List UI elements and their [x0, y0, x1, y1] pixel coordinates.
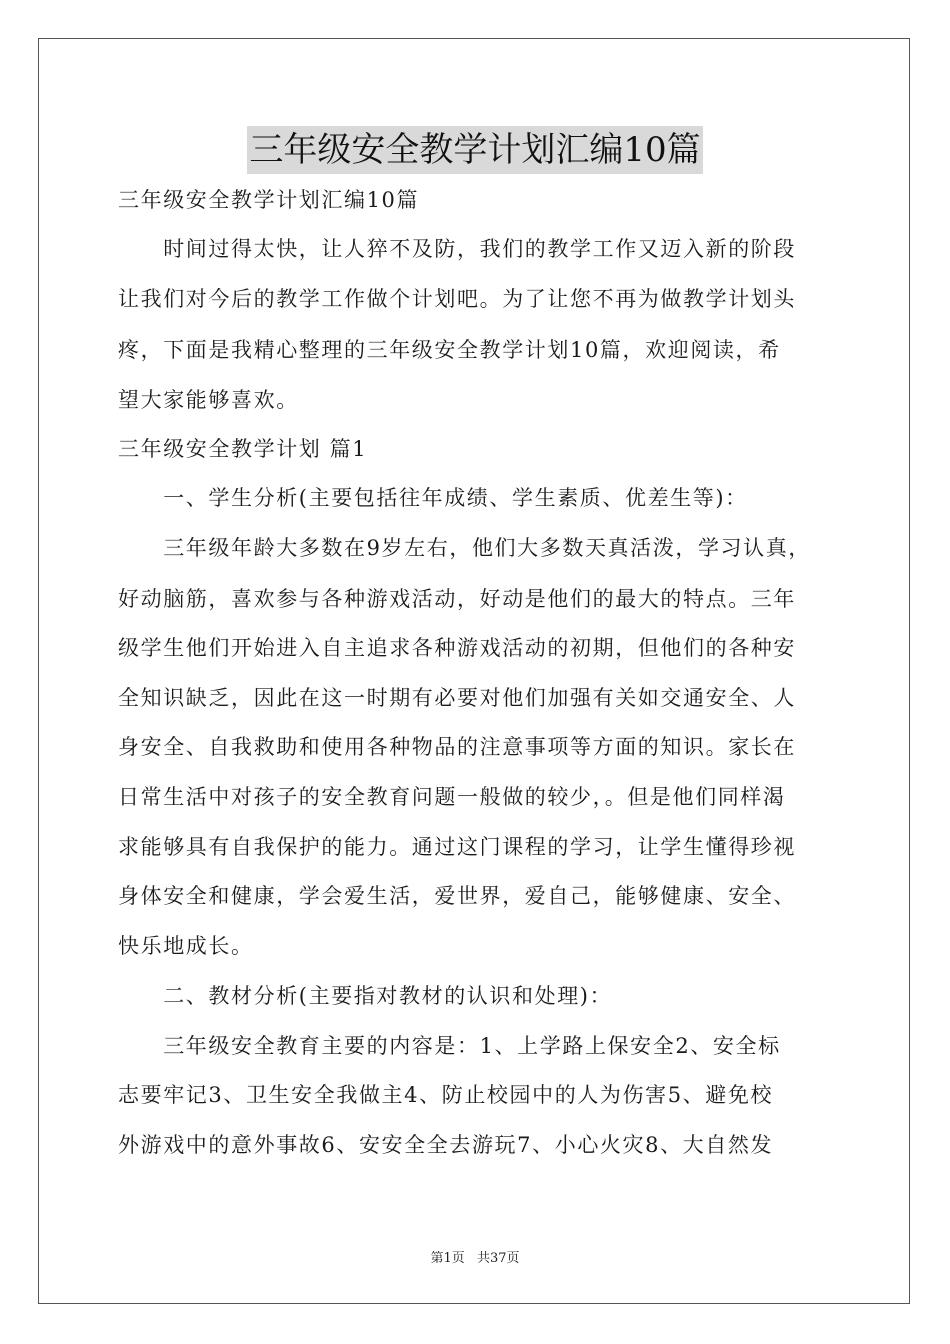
doc-line: 快乐地成长。 [118, 934, 254, 958]
doc-line: 身安全、自我救助和使用各种物品的注意事项等方面的知识。家长在 [118, 735, 796, 759]
doc-line: 三年级安全教育主要的内容是：1、上学路上保安全2、安全标 [118, 1034, 781, 1058]
doc-line: 三年级年龄大多数在9岁左右，他们大多数天真活泼，学习认真， [118, 536, 811, 560]
document-title: 三年级安全教学计划汇编10篇 [247, 126, 702, 174]
doc-line: 志要牢记3、卫生安全我做主4、防止校园中的人为伤害5、避免校 [118, 1083, 774, 1107]
doc-line: 疼，下面是我精心整理的三年级安全教学计划10篇，欢迎阅读，希 [118, 338, 781, 362]
doc-line: 全知识缺乏，因此在这一时期有必要对他们加强有关如交通安全、人 [118, 686, 796, 710]
doc-line: 三年级安全教学计划汇编10篇 [118, 188, 420, 212]
doc-line: 级学生他们开始进入自主追求各种游戏活动的初期，但他们的各种安 [118, 636, 796, 660]
doc-line: 时间过得太快，让人猝不及防，我们的教学工作又迈入新的阶段 [118, 237, 796, 261]
doc-line: 日常生活中对孩子的安全教育问题一般做的较少，。但是他们同样渴 [118, 785, 786, 809]
doc-line: 望大家能够喜欢。 [118, 388, 299, 412]
page-number: 第1页 [430, 1251, 465, 1266]
page-border [38, 38, 910, 1304]
doc-line: 一、学生分析(主要包括往年成绩、学生素质、优差生等)： [118, 486, 748, 510]
doc-line: 二、教材分析(主要指对教材的认识和处理)： [118, 984, 613, 1008]
doc-line: 让我们对今后的教学工作做个计划吧。为了让您不再为做教学计划头 [118, 287, 796, 311]
doc-line: 外游戏中的意外事故6、安安全全去游玩7、小心火灾8、大自然发 [118, 1133, 774, 1157]
doc-line: 求能够具有自我保护的能力。通过这门课程的学习，让学生懂得珍视 [118, 835, 796, 859]
doc-line: 身体安全和健康，学会爱生活，爱世界，爱自己，能够健康、安全、 [118, 884, 796, 908]
page-footer [0, 1247, 950, 1266]
title-container [0, 126, 950, 174]
page-total: 共37页 [476, 1251, 520, 1266]
doc-line: 好动脑筋，喜欢参与各种游戏活动，好动是他们的最大的特点。三年 [118, 587, 796, 611]
section-heading: 三年级安全教学计划 篇1 [118, 437, 368, 461]
